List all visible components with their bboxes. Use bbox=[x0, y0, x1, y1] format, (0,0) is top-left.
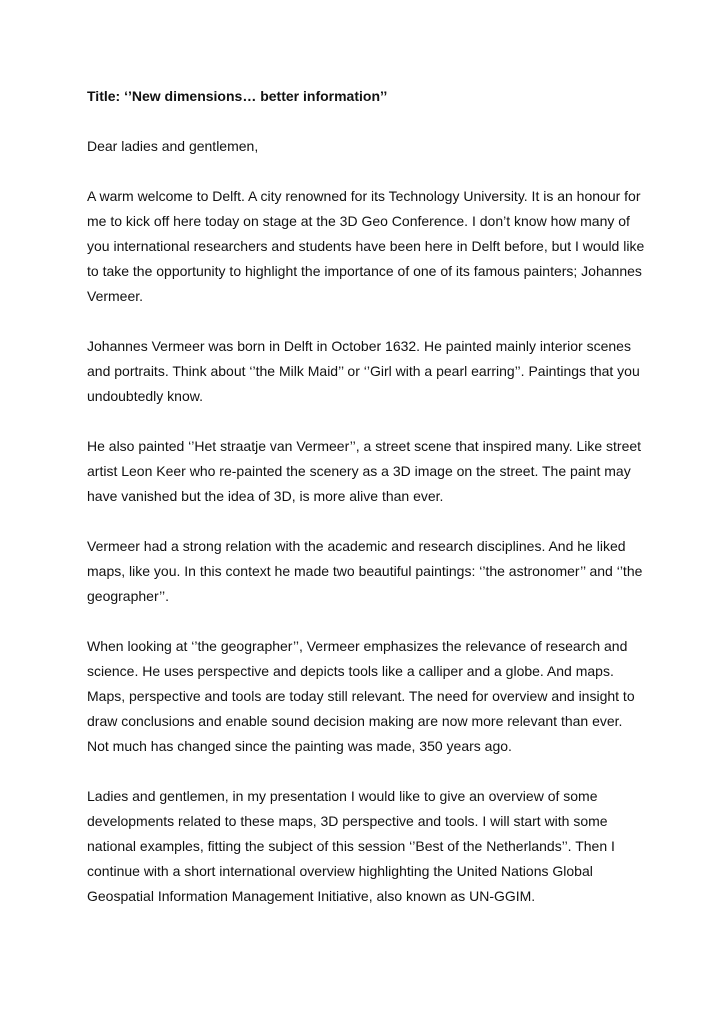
paragraph-vermeer-birth: Johannes Vermeer was born in Delft in October 1632. He painted mainly interior scenes and portraits. Think about ‘’the Milk Maid’’ or ‘’Girl with a pearl earring’’. Paintings that you undoubtedly know. bbox=[87, 338, 640, 404]
document-page bbox=[87, 84, 647, 909]
salutation: Dear ladies and gentlemen, bbox=[87, 138, 259, 154]
paragraph-street-scene: He also painted ‘’Het straatje van Vermeer’’, a street scene that inspired many. Like street artist Leon Keer who re-painted the scenery as a 3D image on the street. The paint may have vanished but the idea of 3D, is more alive than ever. bbox=[87, 438, 642, 504]
paragraph-geographer: When looking at ‘’the geographer’’, Vermeer emphasizes the relevance of research and science. He uses perspective and depicts tools like a calliper and a globe. And maps. Maps, perspective and tools are today still relevant. The need for overview and insight to draw conclusions and enable sound decision making are now more relevant than ever. Not much has changed since the painting was made, 350 years ago. bbox=[87, 638, 635, 754]
document-title: Title: ‘’New dimensions… better information’’ bbox=[87, 88, 388, 104]
paragraph-maps: Vermeer had a strong relation with the academic and research disciplines. And he liked maps, like you. In this context he made two beautiful paintings: ‘’the astronomer’’ and ‘’the geographer’’. bbox=[87, 538, 643, 604]
paragraph-welcome: A warm welcome to Delft. A city renowned for its Technology University. It is an honour for me to kick off here today on stage at the 3D Geo Conference. I don’t know how many of you international researchers and students have been here in Delft before, but I would like to take the opportunity to highlight the importance of one of its famous painters; Johannes Vermeer. bbox=[87, 188, 645, 304]
paragraph-presentation-overview: Ladies and gentlemen, in my presentation I would like to give an overview of some developments related to these maps, 3D perspective and tools. I will start with some national examples, fitting the subject of this session ‘’Best of the Netherlands’’. Then I continue with a short international overview highlighting the United Nations Global Geospatial Information Management Initiative, also known as UN-GGIM. bbox=[87, 788, 615, 904]
